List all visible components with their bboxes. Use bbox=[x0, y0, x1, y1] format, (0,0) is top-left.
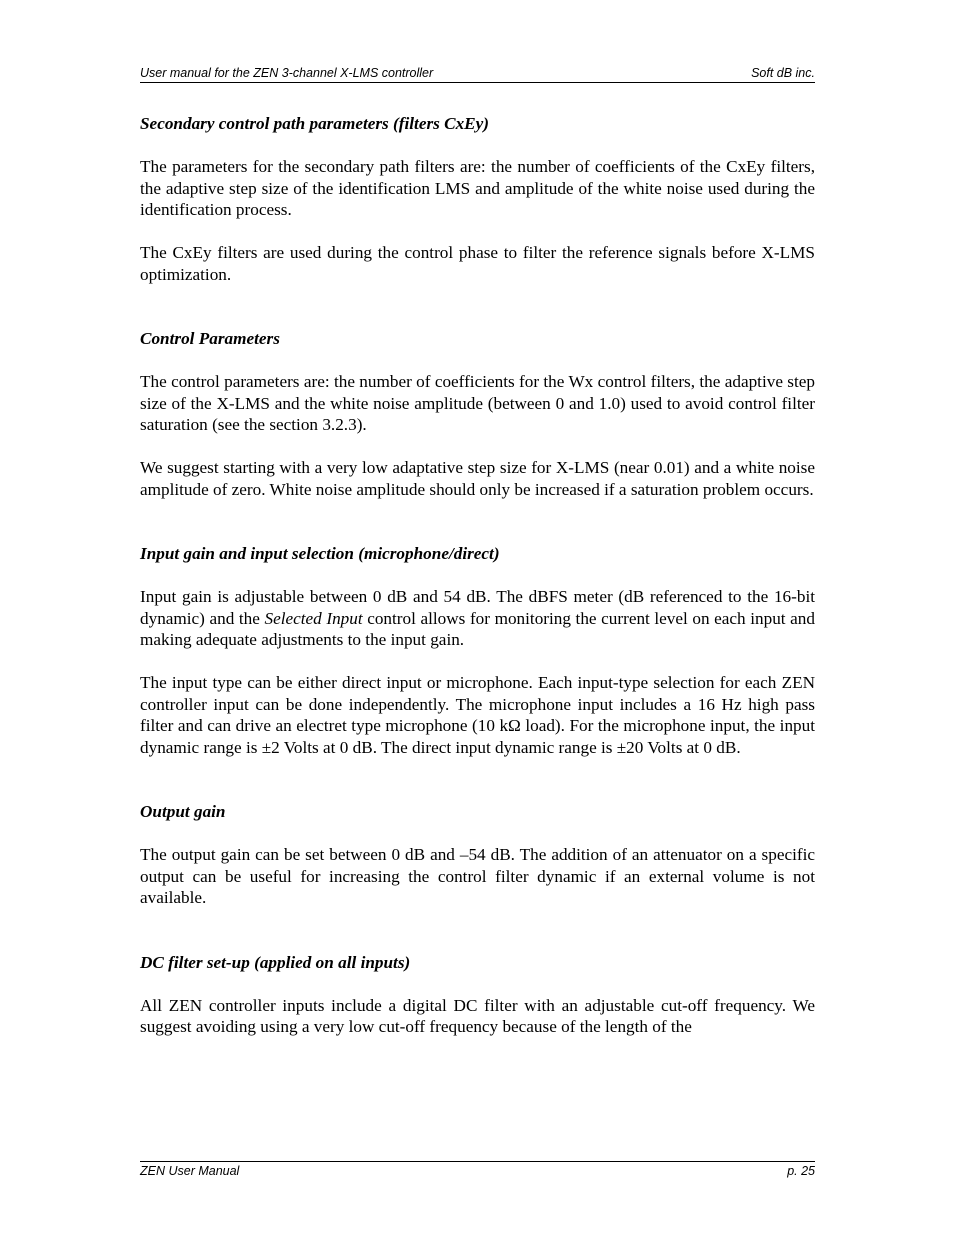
paragraph-text: All ZEN controller inputs include a digital DC filter with an adjustable cut-off frequency. bbox=[140, 995, 787, 1015]
paragraph: The output gain can be set between 0 dB and –54 dB. The addition of an attenuator on a specific output can be useful for increasing the control filter dynamic if an external volume is not available. bbox=[140, 845, 815, 907]
page-body bbox=[140, 113, 815, 1038]
paragraph: The control parameters are: the number of coefficients for the Wx control filters, the adaptive step size of the X-LMS and the white noise amplitude (between 0 and 1.0) used to avoid control filter saturation (see the section 3.2.3). bbox=[140, 372, 815, 434]
section-heading-input-gain: Input gain and input selection (microphone/direct) bbox=[140, 544, 500, 563]
section-heading-output-gain: Output gain bbox=[140, 802, 226, 821]
header-title: User manual for the ZEN 3-channel X-LMS controller bbox=[140, 66, 434, 80]
paragraph-text: control allows for monitoring the current level on each input and making adequate adjustments to the input gain. bbox=[140, 608, 815, 649]
section-heading-dc-filter: DC filter set-up (applied on all inputs) bbox=[140, 952, 411, 972]
paragraph-text: Input gain is adjustable between 0 dB and 54 dB. The dBFS meter (dB referenced to the 16-bit dynamic) and the bbox=[140, 587, 815, 628]
header-company: Soft dB inc. bbox=[751, 66, 815, 80]
paragraph bbox=[140, 995, 815, 1038]
paragraph: The input type can be either direct input or microphone. Each input-type selection for each ZEN controller input can be done independently. The microphone input includes a 16 Hz high pass filter and can drive an electret type microphone (10 kΩ load). For the microphone input, the input dynamic range is ±2 Volts at 0 dB. The direct input dynamic range is ±20 Volts at 0 dB. bbox=[140, 673, 815, 757]
page-header bbox=[140, 64, 815, 83]
paragraph-text: We suggest avoiding using a very low cut-off frequency because of the length of the bbox=[140, 995, 815, 1036]
page-number: p. 25 bbox=[787, 1164, 815, 1178]
paragraph bbox=[140, 586, 815, 651]
paragraph: The CxEy filters are used during the control phase to filter the reference signals before X-LMS optimization. bbox=[140, 243, 815, 284]
page-footer bbox=[140, 1161, 815, 1182]
paragraph: We suggest starting with a very low adaptative step size for X-LMS (near 0.01) and a white noise amplitude of zero. White noise amplitude should only be increased if a saturation problem occurs. bbox=[140, 458, 815, 499]
footer-title: ZEN User Manual bbox=[140, 1164, 240, 1178]
selected-input-term: Selected Input bbox=[264, 608, 363, 628]
paragraph: The parameters for the secondary path filters are: the number of coefficients of the CxEy filters, the adaptive step size of the identification LMS and amplitude of the white noise used during the identification process. bbox=[140, 157, 815, 219]
document-page bbox=[140, 0, 815, 1235]
section-heading-control-parameters: Control Parameters bbox=[140, 329, 280, 348]
section-heading-secondary-path: Secondary control path parameters (filters CxEy) bbox=[140, 114, 489, 133]
